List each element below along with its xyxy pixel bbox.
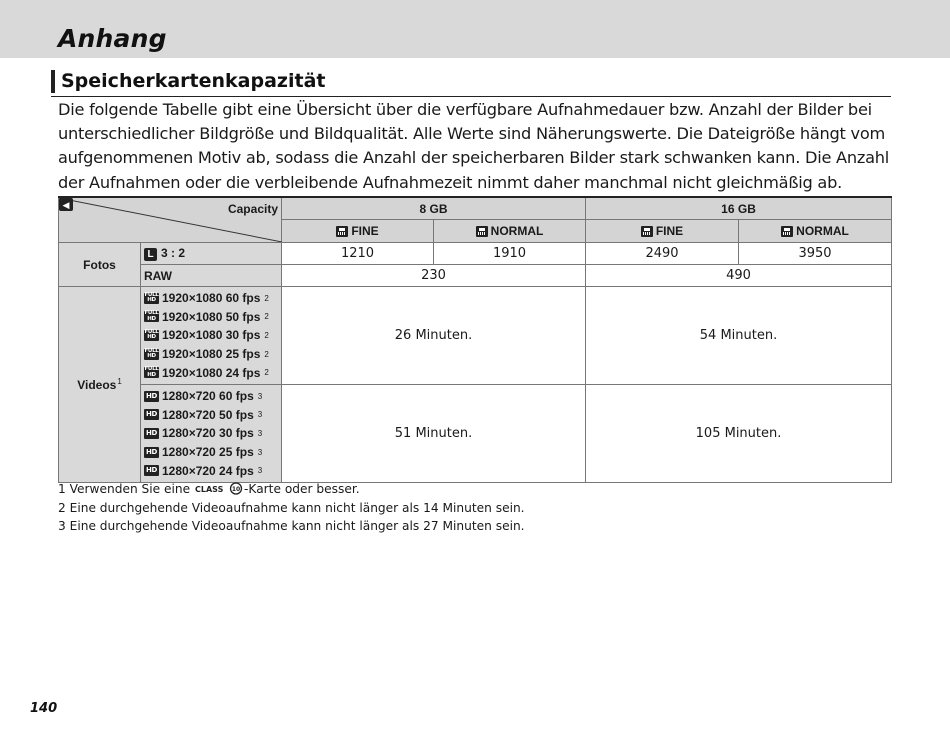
intro-paragraph: Die folgende Tabelle gibt eine Übersicht über die verfügbare Aufnahmedauer bzw. Anzahl der Bilder bei unterschiedlicher Bildgröße und Bildqualität. Alle Werte sind Näherungswerte. Die Dateigröße hängt vom aufgenommenen Motiv ab, sodass die Anzahl der speicherbaren Bilder stark schwanken kann. Die Anzahl der Aufnahmen oder die verbleibende Aufnahmezeit nimmt daher manchmal nicht gleichmäßig ab.: [58, 100, 890, 192]
hd-icon: HD: [145, 447, 158, 456]
svg-text:CLASS: CLASS: [195, 485, 224, 494]
row-label: RAW: [141, 265, 282, 287]
list-item: FULL HD 1920×1080 30 fps 2: [144, 328, 269, 343]
list-item: HD 1280×720 24 fps 3: [145, 463, 263, 478]
video-mode-list: [141, 287, 282, 385]
row-label: L 3 : 2: [141, 243, 282, 265]
value-cell: 2490: [586, 243, 739, 265]
list-item: FULL HD 1920×1080 25 fps 2: [144, 347, 269, 362]
normal-quality-icon: [781, 226, 793, 237]
footnote-3: 3 Eine durchgehende Videoaufnahme kann nicht länger als 27 Minuten sein.: [58, 519, 525, 533]
value-cell: 1910: [434, 243, 586, 265]
fine-quality-icon: [336, 226, 348, 237]
list-item: HD 1280×720 50 fps 3: [145, 407, 263, 422]
footnote-1: 1 Verwenden Sie eine CLASS 10 -Karte oder besser.: [58, 482, 360, 496]
list-item: FULL HD 1920×1080 24 fps 2: [144, 365, 269, 380]
hd-icon: HD: [145, 410, 158, 419]
list-item: HD 1280×720 30 fps 3: [145, 426, 263, 441]
svg-text:10: 10: [231, 486, 241, 493]
value-cell: 51 Minuten.: [282, 384, 586, 482]
hd-icon: HD: [145, 391, 158, 400]
image-size-large-icon: L: [144, 248, 157, 261]
chapter-title: Anhang: [58, 24, 167, 53]
quality-setting-icon: [59, 198, 73, 211]
full-hd-icon: FULL HD: [144, 291, 159, 304]
video-mode-list: [141, 384, 282, 482]
value-cell: 490: [586, 265, 892, 287]
value-cell: 54 Minuten.: [586, 287, 892, 385]
quality-header: FINE: [586, 220, 739, 243]
footnotes: [58, 480, 525, 536]
page-number: 140: [30, 701, 58, 716]
capacity-16gb-header: 16 GB: [586, 197, 892, 220]
hd-icon: HD: [145, 428, 158, 437]
fotos-label: Fotos: [59, 243, 141, 287]
table-row: [59, 265, 892, 287]
full-hd-icon: FULL HD: [144, 328, 159, 341]
table-row: [59, 384, 892, 482]
class-10-logo: [195, 482, 243, 495]
list-item: FULL HD 1920×1080 50 fps 2: [144, 309, 269, 324]
list-item: HD 1280×720 60 fps 3: [145, 389, 263, 404]
table-row: [59, 243, 892, 265]
section-title: Speicherkartenkapazität: [61, 70, 326, 92]
svg-text:◀: ◀: [62, 201, 70, 211]
list-item: HD 1280×720 25 fps 3: [145, 445, 263, 460]
full-hd-icon: FULL HD: [144, 347, 159, 360]
full-hd-icon: FULL HD: [144, 310, 159, 322]
capacity-table: [58, 196, 892, 483]
value-cell: 230: [282, 265, 586, 287]
section-marker: [51, 70, 55, 93]
quality-header: FINE: [282, 220, 434, 243]
table-row: [59, 287, 892, 385]
capacity-8gb-header: 8 GB: [282, 197, 586, 220]
quality-header: NORMAL: [739, 220, 892, 243]
normal-quality-icon: [476, 226, 488, 237]
hd-icon: HD: [145, 466, 158, 475]
fine-quality-icon: [641, 226, 653, 237]
capacity-label: Capacity: [227, 202, 278, 216]
value-cell: 3950: [739, 243, 892, 265]
quality-header: NORMAL: [434, 220, 586, 243]
value-cell: 105 Minuten.: [586, 384, 892, 482]
list-item: FULL HD 1920×1080 60 fps 2: [144, 291, 269, 306]
footnote-2: 2 Eine durchgehende Videoaufnahme kann nicht länger als 14 Minuten sein.: [58, 500, 525, 515]
videos-label: Videos$^1$: [59, 287, 141, 483]
table-corner-cell: [59, 197, 282, 243]
full-hd-icon: FULL HD: [144, 366, 159, 378]
value-cell: 1210: [282, 243, 434, 265]
section-heading: [51, 70, 891, 97]
value-cell: 26 Minuten.: [282, 287, 586, 385]
